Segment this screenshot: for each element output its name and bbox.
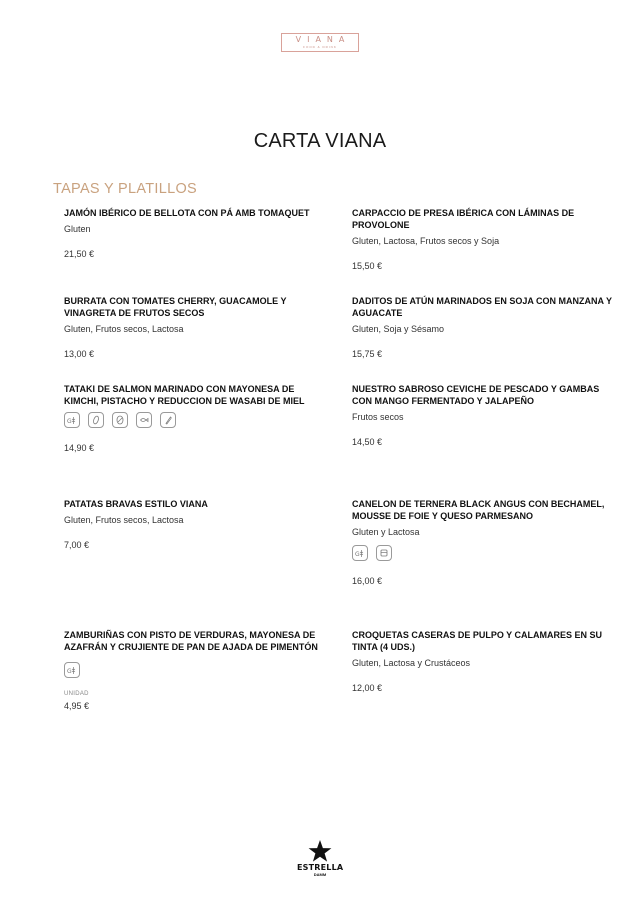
dish-item: [352, 295, 617, 360]
brand-sub: DAMM: [313, 872, 327, 877]
dish-allergens: Gluten, Lactosa y Crustáceos: [352, 658, 471, 668]
dish-item: [352, 207, 617, 272]
dish-name: NUESTRO SABROSO CEVICHE DE PESCADO Y GAMBAS CON MANGO FERMENTADO Y JALAPEÑO: [352, 384, 600, 406]
dish-allergens: Frutos secos: [352, 412, 404, 422]
dish-allergens: Gluten y Lactosa: [352, 527, 420, 537]
dish-item: [352, 498, 617, 587]
dish-item: [352, 383, 617, 448]
dish-item: [352, 629, 617, 694]
dish-name: DADITOS DE ATÚN MARINADOS EN SOJA CON MANZANA Y AGUACATE: [352, 296, 612, 318]
viana-logo: [281, 33, 359, 52]
dish-name: BURRATA CON TOMATES CHERRY, GUACAMOLE Y VINAGRETA DE FRUTOS SECOS: [64, 296, 287, 318]
dish-name: CANELON DE TERNERA BLACK ANGUS CON BECHAMEL, MOUSSE DE FOIE Y QUESO PARMESANO: [352, 499, 605, 521]
dish-price: 4,95 €: [64, 701, 90, 711]
pistachio-icon: [88, 412, 104, 428]
logo-subtitle: FOOD & DRINK: [303, 45, 337, 49]
dish-allergens: Gluten, Lactosa, Frutos secos y Soja: [352, 236, 500, 246]
brand-name: ESTRELLA: [297, 863, 344, 872]
dairy-icon: [376, 545, 392, 561]
gluten-icon: [64, 412, 80, 428]
svg-text:G: G: [67, 418, 72, 425]
dish-price: 12,00 €: [352, 683, 383, 693]
page-title: CARTA VIANA: [253, 130, 387, 152]
dish-name: CROQUETAS CASERAS DE PULPO Y CALAMARES EN SU TINTA (4 UDS.): [352, 630, 603, 652]
dish-price: 15,75 €: [352, 349, 383, 359]
dish-price: 13,00 €: [64, 349, 95, 359]
dish-name: CARPACCIO DE PRESA IBÉRICA CON LÁMINAS DE PROVOLONE: [352, 208, 575, 230]
estrella-damm-logo: [297, 840, 343, 880]
dish-name: JAMÓN IBÉRICO DE BELLOTA CON PÁ AMB TOMAQUET: [64, 208, 310, 218]
soy-icon: [112, 412, 128, 428]
dish-allergens: Gluten, Frutos secos, Lactosa: [64, 324, 184, 334]
svg-text:G: G: [67, 668, 72, 675]
dish-unit: UNIDAD: [64, 691, 89, 697]
dish-price: 15,50 €: [352, 261, 383, 271]
dish-allergens: Gluten, Soja y Sésamo: [352, 324, 445, 334]
dish-allergens: Gluten, Frutos secos, Lactosa: [64, 515, 184, 525]
dish-price: 21,50 €: [64, 249, 95, 259]
allergen-icons: [64, 662, 329, 678]
dish-item: [64, 295, 329, 360]
svg-text:G: G: [355, 551, 360, 558]
allergen-icons: [352, 545, 617, 561]
dish-price: 16,00 €: [352, 576, 383, 586]
allergen-icons: [64, 412, 329, 428]
dish-price: 7,00 €: [64, 540, 90, 550]
logo-word: VIANA: [295, 35, 351, 44]
dish-item: [64, 383, 329, 454]
dish-item: [64, 629, 329, 712]
dish-item: [64, 498, 329, 551]
dish-name: ZAMBURIÑAS CON PISTO DE VERDURAS, MAYONESA DE AZAFRÁN Y CRUJIENTE DE PAN DE AJADA DE PIMENTÓN: [64, 630, 318, 652]
dish-price: 14,50 €: [352, 437, 383, 447]
section-title: TAPAS Y PLATILLOS: [53, 181, 197, 197]
dish-name: PATATAS BRAVAS ESTILO VIANA: [64, 499, 208, 509]
gluten-icon: [352, 545, 368, 561]
sesame-icon: [160, 412, 176, 428]
dish-price: 14,90 €: [64, 443, 95, 453]
gluten-icon: [64, 662, 80, 678]
fish-icon: [136, 412, 152, 428]
dish-allergens: Gluten: [64, 224, 91, 234]
star-icon: [308, 840, 332, 862]
dish-name: TATAKI DE SALMON MARINADO CON MAYONESA DE KIMCHI, PISTACHO Y REDUCCION DE WASABI DE MIEL: [64, 384, 305, 406]
dish-item: [64, 207, 329, 260]
